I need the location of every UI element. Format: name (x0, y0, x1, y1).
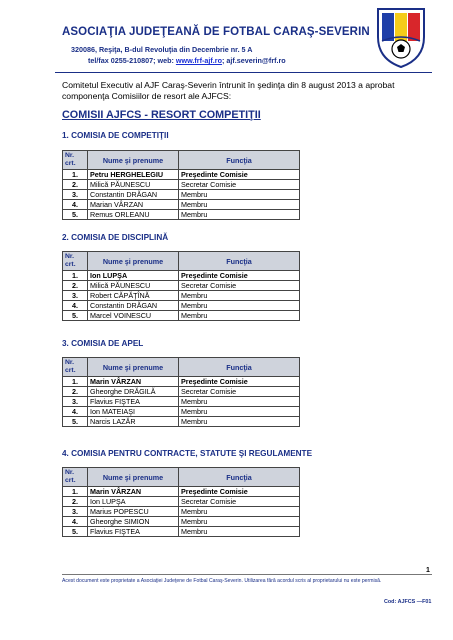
row-role: Membru (179, 210, 300, 220)
row-role: Secretar Comisie (179, 497, 300, 507)
main-heading: COMISII AJFCS - RESORT COMPETIŢII (62, 109, 261, 121)
table-apel (62, 357, 300, 427)
header-nr: Nr. crt. (63, 468, 88, 487)
row-nr: 4. (63, 200, 88, 210)
row-role: Secretar Comisie (179, 281, 300, 291)
row-name: Ion LUPŞA (88, 497, 179, 507)
row-nr: 5. (63, 527, 88, 537)
table-header-row (63, 468, 300, 487)
row-role: Preşedinte Comisie (179, 271, 300, 281)
table-row (63, 387, 300, 397)
contact-suffix: ; ajf.severin@frf.ro (221, 56, 286, 65)
row-nr: 1. (63, 487, 88, 497)
document-code: Cod: AJFCS —F01 (384, 599, 432, 605)
table-header-row (63, 358, 300, 377)
row-name: Milică PĂUNESCU (88, 180, 179, 190)
row-name: Constantin DRĂGAN (88, 301, 179, 311)
table-row (63, 311, 300, 321)
table-row (63, 397, 300, 407)
org-title: ASOCIAŢIA JUDEŢEANĂ DE FOTBAL CARAŞ-SEVERIN (62, 26, 370, 38)
row-role: Preşedinte Comisie (179, 377, 300, 387)
ajf-caras-severin-crest-icon (370, 3, 432, 69)
row-name: Narcis LAZĂR (88, 417, 179, 427)
row-name: Constantin DRĂGAN (88, 190, 179, 200)
header-role: Funcţia (179, 468, 300, 487)
row-role: Membru (179, 311, 300, 321)
section-title-competitii: 1. COMISIA DE COMPETIŢII (62, 131, 169, 140)
row-role: Membru (179, 291, 300, 301)
header-nr: Nr. crt. (63, 151, 88, 170)
row-role: Preşedinte Comisie (179, 487, 300, 497)
row-nr: 3. (63, 507, 88, 517)
table-row (63, 210, 300, 220)
document-header (0, 0, 453, 72)
row-role: Preşedinte Comisie (179, 170, 300, 180)
row-nr: 4. (63, 301, 88, 311)
table-row (63, 190, 300, 200)
table-competitii (62, 150, 300, 220)
row-nr: 1. (63, 377, 88, 387)
address-line: 320086, Reşiţa, B-dul Revoluţia din Decembrie nr. 5 A (71, 45, 253, 54)
row-name: Gheorghe DRĂGILĂ (88, 387, 179, 397)
row-nr: 2. (63, 180, 88, 190)
row-nr: 1. (63, 271, 88, 281)
table-row (63, 291, 300, 301)
row-nr: 2. (63, 497, 88, 507)
row-name: Remus ORLEANU (88, 210, 179, 220)
contact-prefix: tel/fax 0255-210807; web: (88, 56, 176, 65)
header-divider (55, 72, 432, 73)
row-name: Milică PĂUNESCU (88, 281, 179, 291)
table-row (63, 487, 300, 497)
section-title-contracte: 4. COMISIA PENTRU CONTRACTE, STATUTE ŞI REGULAMENTE (62, 449, 313, 458)
header-role: Funcţia (179, 151, 300, 170)
table-contracte (62, 467, 300, 537)
row-role: Membru (179, 517, 300, 527)
row-name: Gheorghe SIMION (88, 517, 179, 527)
row-nr: 3. (63, 397, 88, 407)
table-disciplina (62, 251, 300, 321)
row-name: Marin VÂRZAN (88, 487, 179, 497)
table-row (63, 527, 300, 537)
row-name: Marian VÂRZAN (88, 200, 179, 210)
table-header-row (63, 252, 300, 271)
row-role: Membru (179, 407, 300, 417)
table-row (63, 301, 300, 311)
footer-divider (62, 574, 432, 575)
table-row (63, 200, 300, 210)
row-role: Membru (179, 200, 300, 210)
web-link[interactable]: www.frf-ajf.ro (175, 56, 222, 65)
row-nr: 5. (63, 417, 88, 427)
row-nr: 2. (63, 281, 88, 291)
header-nr: Nr. crt. (63, 358, 88, 377)
row-role: Membru (179, 507, 300, 517)
footer-notice: Acest document este proprietate a Asociaţiei Judeţene de Fotbal Caraş-Severin. Utilizarea fără acordul scris al proprietarului nu este permisă. (62, 578, 382, 584)
row-name: Ion LUPŞA (88, 271, 179, 281)
table-row (63, 417, 300, 427)
row-nr: 1. (63, 170, 88, 180)
table-row (63, 281, 300, 291)
row-role: Membru (179, 397, 300, 407)
table-row (63, 407, 300, 417)
row-nr: 3. (63, 190, 88, 200)
row-role: Secretar Comisie (179, 180, 300, 190)
row-role: Membru (179, 301, 300, 311)
row-name: Marin VÂRZAN (88, 377, 179, 387)
section-title-disciplina: 2. COMISIA DE DISCIPLINĂ (62, 233, 169, 242)
header-role: Funcţia (179, 252, 300, 271)
table-row (63, 170, 300, 180)
contact-line (88, 56, 286, 65)
table-row (63, 507, 300, 517)
table-header-row (63, 151, 300, 170)
row-role: Secretar Comisie (179, 387, 300, 397)
header-name: Nume şi prenume (88, 151, 179, 170)
row-nr: 4. (63, 407, 88, 417)
header-name: Nume şi prenume (88, 252, 179, 271)
row-name: Petru HERGHELEGIU (88, 170, 179, 180)
row-name: Marius POPESCU (88, 507, 179, 517)
intro-paragraph: Comitetul Executiv al AJF Caraş-Severin întrunit în şedinţa din 8 august 2013 a aprobat componenţa Comisiilor de resort ale AJFCS: (62, 80, 395, 101)
table-row (63, 377, 300, 387)
row-nr: 3. (63, 291, 88, 301)
row-role: Membru (179, 417, 300, 427)
header-nr: Nr. crt. (63, 252, 88, 271)
row-name: Flavius FIŞTEA (88, 397, 179, 407)
row-name: Robert CĂPĂŢÎNĂ (88, 291, 179, 301)
table-row (63, 180, 300, 190)
table-row (63, 497, 300, 507)
row-role: Membru (179, 190, 300, 200)
row-nr: 4. (63, 517, 88, 527)
row-nr: 5. (63, 210, 88, 220)
row-nr: 5. (63, 311, 88, 321)
header-name: Nume şi prenume (88, 358, 179, 377)
row-nr: 2. (63, 387, 88, 397)
row-name: Flavius FIŞTEA (88, 527, 179, 537)
header-name: Nume şi prenume (88, 468, 179, 487)
page-number: 1 (426, 567, 430, 574)
row-name: Ion MATEIAŞI (88, 407, 179, 417)
row-name: Marcel VOINESCU (88, 311, 179, 321)
row-role: Membru (179, 527, 300, 537)
header-role: Funcţia (179, 358, 300, 377)
section-title-apel: 3. COMISIA DE APEL (62, 339, 144, 348)
table-row (63, 271, 300, 281)
table-row (63, 517, 300, 527)
